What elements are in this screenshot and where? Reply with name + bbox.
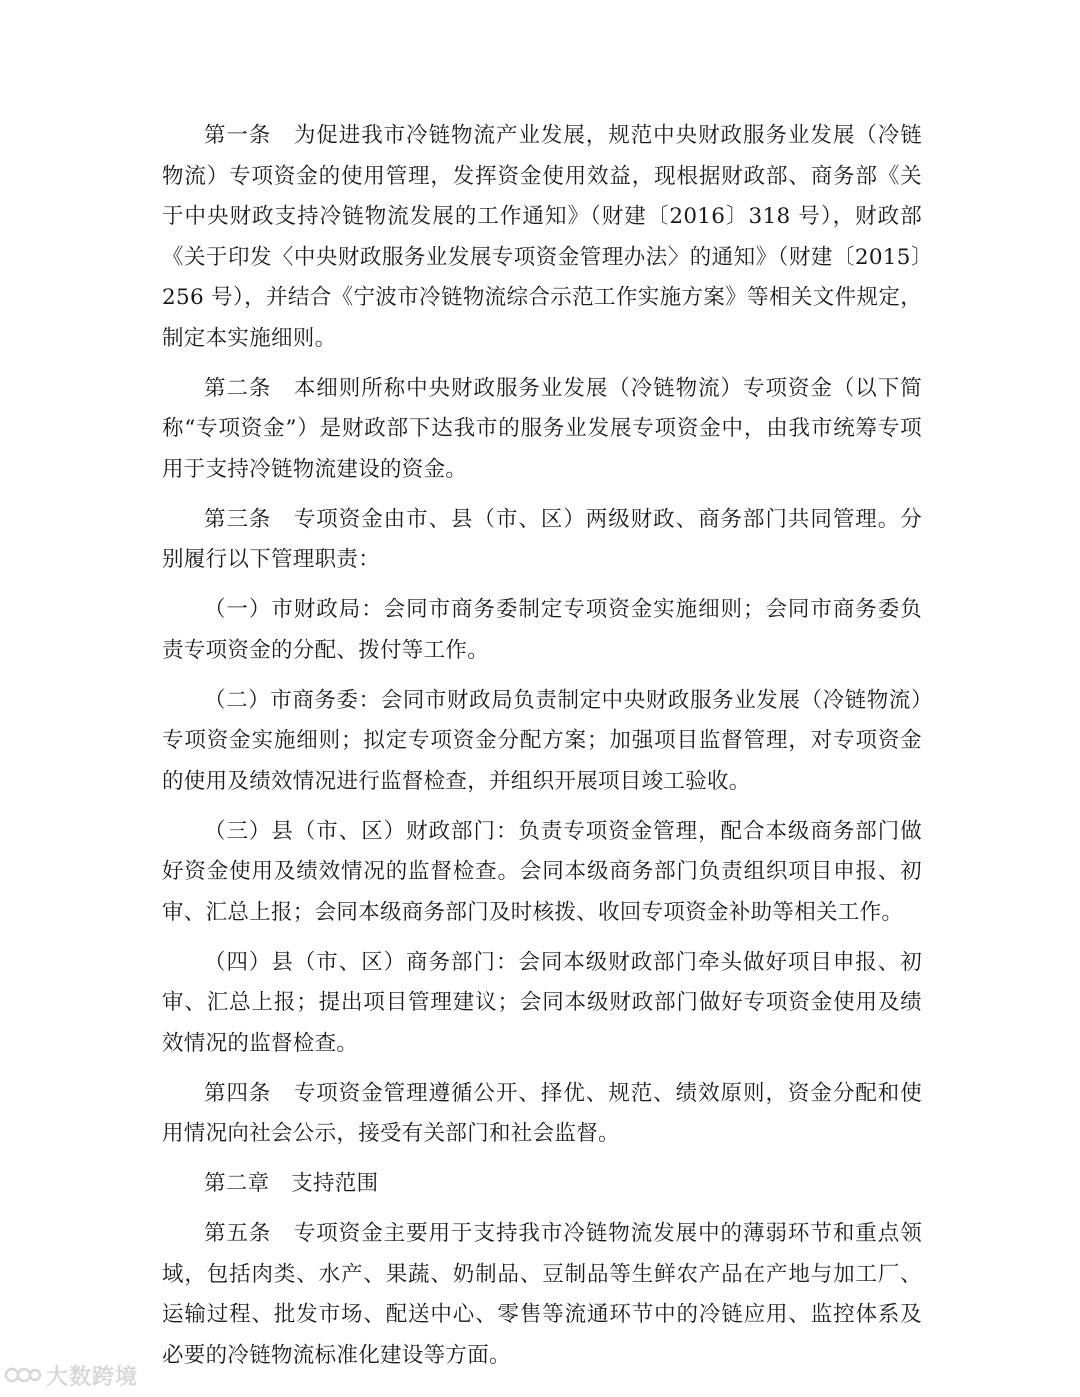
paragraph-article-2: 第二条 本细则所称中央财政服务业发展（冷链物流）专项资金（以下简称“专项资金”）是财政部下达我市的服务业发展专项资金中，由我市统筹专项用于支持冷链物流建设的资金。: [162, 375, 922, 482]
paragraph-article-3: 第三条 专项资金由市、县（市、区）两级财政、商务部门共同管理。分别履行以下管理职责：: [162, 506, 922, 572]
paragraph-item-1: （一）市财政局：会同市商务委制定专项资金实施细则；会同市商务委负责专项资金的分配、拨付等工作。: [162, 597, 922, 663]
paragraph-item-3: （三）县（市、区）财政部门：负责专项资金管理，配合本级商务部门做好资金使用及绩效情况的监督检查。会同本级商务部门负责组织项目申报、初审、汇总上报；会同本级商务部门及时核拨、收回专项资金补助等相关工作。: [162, 818, 922, 925]
watermark: [4, 1360, 138, 1390]
paragraph-article-1: 第一条 为促进我市冷链物流产业发展，规范中央财政服务业发展（冷链物流）专项资金的使用管理，发挥资金使用效益，现根据财政部、商务部《关于中央财政支持冷链物流发展的工作通知》（财建〔2016〕318 号），财政部《关于印发〈中央财政服务业发展专项资金管理办法〉的通知》（财建〔2015〕256 号），并结合《宁波市冷链物流综合示范工作实施方案》等相关文件规定，制定本实施细则。: [162, 123, 922, 351]
paragraph-article-4: 第四条 专项资金管理遵循公开、择优、规范、绩效原则，资金分配和使用情况向社会公示，接受有关部门和社会监督。: [162, 1080, 922, 1146]
chapter-heading: 第二章 支持范围: [204, 1171, 379, 1196]
paragraph-item-4: （四）县（市、区）商务部门：会同本级财政部门牵头做好项目申报、初审、汇总上报；提出项目管理建议；会同本级财政部门做好专项资金使用及绩效情况的监督检查。: [162, 949, 922, 1056]
paragraph-item-2: （二）市商务委：会同市财政局负责制定中央财政服务业发展（冷链物流）专项资金实施细则；拟定专项资金分配方案；加强项目监督管理，对专项资金的使用及绩效情况进行监督检查，并组织开展项目竣工验收。: [162, 687, 922, 794]
document-body: [162, 116, 922, 1386]
paragraph-article-5: 第五条 专项资金主要用于支持我市冷链物流发展中的薄弱环节和重点领域，包括肉类、水产、果蔬、奶制品、豆制品等生鲜农产品在产地与加工厂、运输过程、批发市场、配送中心、零售等流通环节中的冷链应用、监控体系及必要的冷链物流标准化建设等方面。: [162, 1221, 922, 1368]
dashuju-logo-icon: [4, 1363, 42, 1387]
watermark-text: 大数跨境: [46, 1364, 139, 1390]
